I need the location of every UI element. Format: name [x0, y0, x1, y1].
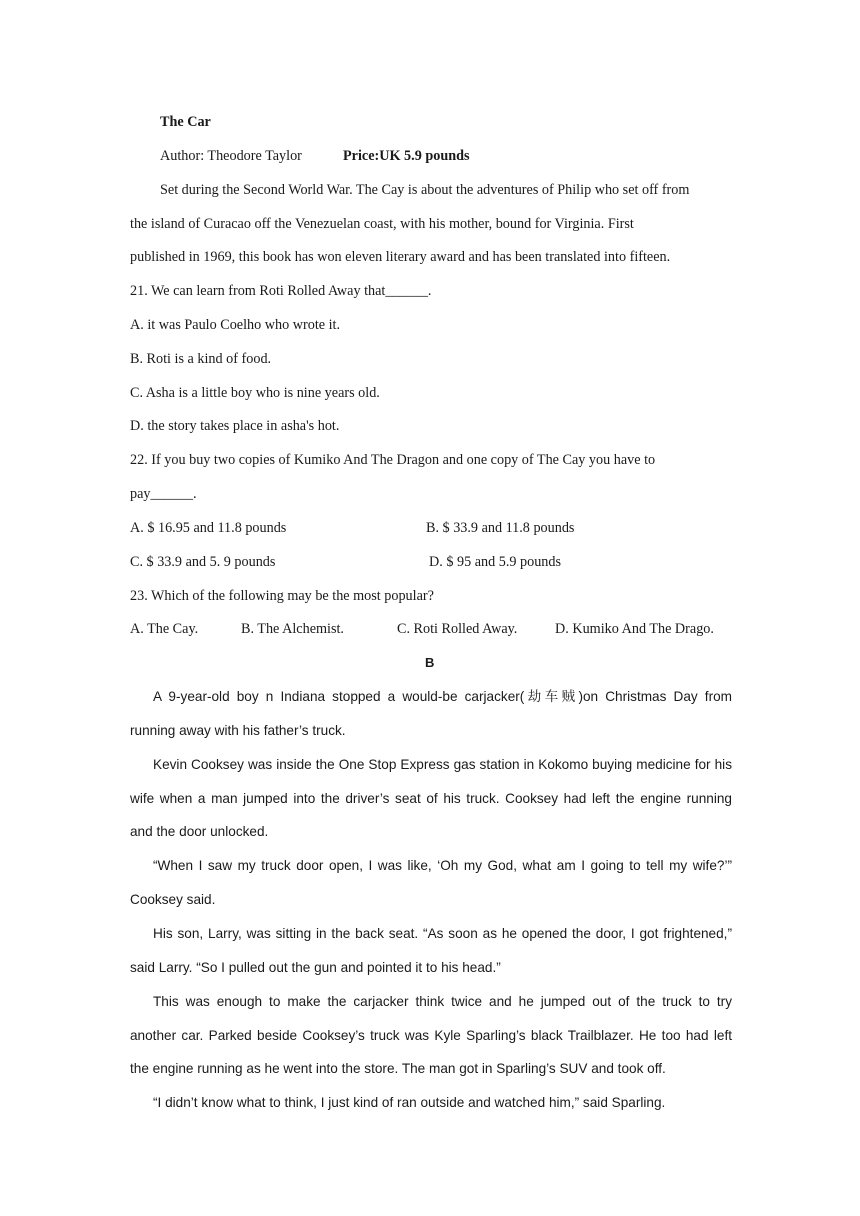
book-author: Author: Theodore Taylor — [160, 148, 302, 164]
section-b-heading: B — [425, 655, 435, 670]
paragraph-line: Cooksey said. — [130, 892, 216, 907]
question-22-option-a: A. $ 16.95 and 11.8 pounds — [130, 520, 287, 536]
question-23-option-c: C. Roti Rolled Away. — [397, 621, 518, 637]
book-price: Price:UK 5.9 pounds — [343, 148, 470, 164]
book-title: The Car — [160, 114, 211, 130]
question-21-option-c: C. Asha is a little boy who is nine years old. — [130, 385, 380, 401]
question-21-stem: 21. We can learn from Roti Rolled Away that______. — [130, 283, 432, 299]
paragraph-line: another car. Parked beside Cooksey’s truck was Kyle Sparling’s black Trailblazer. He too had left — [130, 1028, 732, 1043]
question-23-stem: 23. Which of the following may be the most popular? — [130, 588, 434, 604]
question-22-option-c: C. $ 33.9 and 5. 9 pounds — [130, 554, 276, 570]
question-22-option-b: B. $ 33.9 and 11.8 pounds — [426, 520, 575, 536]
paragraph-line: said Larry. “So I pulled out the gun and pointed it to his head.” — [130, 960, 501, 975]
paragraph-line: His son, Larry, was sitting in the back seat. “As soon as he opened the door, I got frightened,” — [153, 926, 732, 941]
paragraph-line: and the door unlocked. — [130, 824, 269, 839]
book-description-line: published in 1969, this book has won eleven literary award and has been translated into fifteen. — [130, 249, 671, 265]
paragraph-line: Kevin Cooksey was inside the One Stop Express gas station in Kokomo buying medicine for his — [153, 757, 732, 772]
paragraph-line: wife when a man jumped into the driver’s seat of his truck. Cooksey had left the engine running — [130, 791, 732, 806]
paragraph-line: the engine running as he went into the store. The man got in Sparling’s SUV and took off. — [130, 1061, 666, 1076]
book-description-line: the island of Curacao off the Venezuelan coast, with his mother, bound for Virginia. First — [130, 216, 634, 232]
book-description-line: Set during the Second World War. The Cay is about the adventures of Philip who set off from — [160, 182, 690, 198]
question-21-option-d: D. the story takes place in asha's hot. — [130, 418, 340, 434]
question-21-option-b: B. Roti is a kind of food. — [130, 351, 272, 367]
paragraph-line: “I didn’t know what to think, I just kind of ran outside and watched him,” said Sparling. — [153, 1095, 666, 1110]
question-22-option-d: D. $ 95 and 5.9 pounds — [429, 554, 562, 570]
paragraph-line: running away with his father’s truck. — [130, 723, 346, 738]
paragraph-line: “When I saw my truck door open, I was like, ‘Oh my God, what am I going to tell my wife?’” — [153, 858, 732, 873]
question-22-stem: pay______. — [130, 486, 197, 502]
question-23-option-d: D. Kumiko And The Drago. — [555, 621, 714, 637]
paragraph-line: A 9-year-old boy n Indiana stopped a would-be carjacker(劫车贼)on Christmas Day from — [153, 689, 732, 704]
paragraph-line: This was enough to make the carjacker think twice and he jumped out of the truck to try — [153, 994, 732, 1009]
question-23-option-a: A. The Cay. — [130, 621, 199, 637]
question-21-option-a: A. it was Paulo Coelho who wrote it. — [130, 317, 341, 333]
question-22-stem: 22. If you buy two copies of Kumiko And The Dragon and one copy of The Cay you have to — [130, 452, 656, 468]
question-23-option-b: B. The Alchemist. — [241, 621, 344, 637]
